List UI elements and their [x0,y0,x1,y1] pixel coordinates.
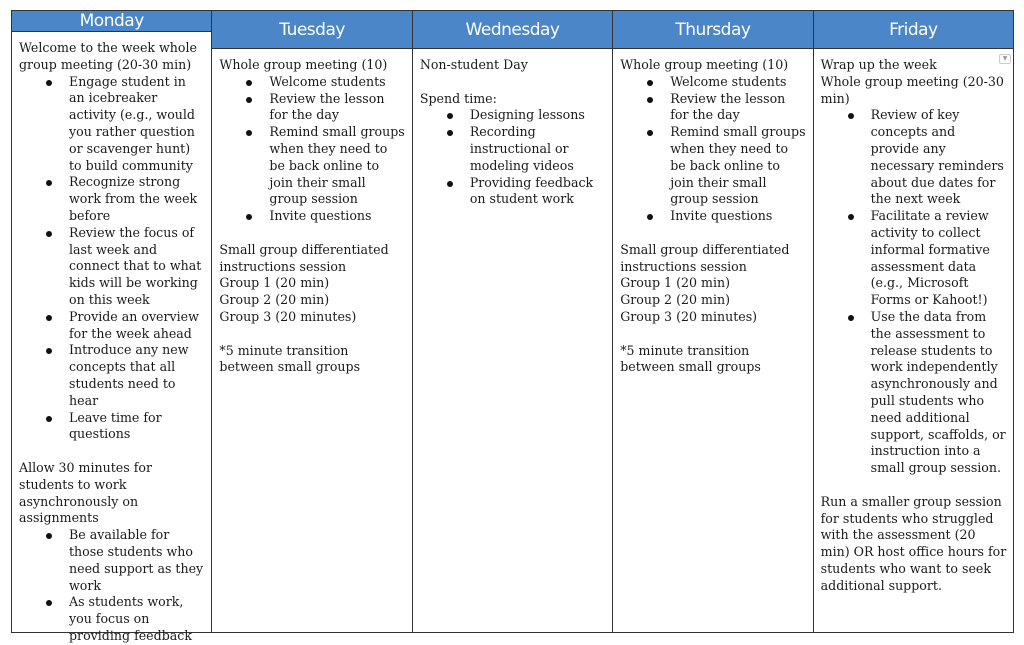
cell-paragraph: Group 2 (20 min) [219,292,330,308]
day-cell[interactable] [12,32,211,645]
bullet-list [19,527,205,645]
cell-paragraph: Small group differentiated instructions session [219,241,389,274]
list-item: Recognize strong work from the week before [69,174,205,224]
chevron-down-icon[interactable]: ▼ [999,54,1011,64]
cell-paragraph: Group 3 (20 minutes) [620,308,758,324]
blank-line [219,225,405,242]
list-item: Review of key concepts and provide any necessary reminders about due dates for the next week [871,107,1007,208]
day-column-monday [12,11,212,643]
day-header: Tuesday [212,11,411,49]
list-item: Designing lessons [470,107,606,124]
cell-paragraph: Welcome to the week whole group meeting (20-30 min) [19,40,197,72]
bullet-list [219,74,405,225]
weekly-schedule-table [11,10,1014,643]
list-item: Invite questions [269,208,405,225]
cell-paragraph: Non-student Day [419,57,528,72]
day-column-friday [814,11,1013,632]
day-header: Thursday [613,11,812,49]
day-header: Friday [814,11,1013,49]
cell-paragraph: Group 2 (20 min) [620,292,731,308]
list-item: Review the lesson for the day [670,91,806,125]
day-cell[interactable] [413,49,612,208]
list-item: Recording instructional or modeling videos [470,124,606,174]
day-cell[interactable] [613,49,812,376]
cell-paragraph: Group 1 (20 min) [219,275,330,291]
list-item: Engage student in an icebreaker activity (e.g., would you rather question or scavenger hunt) to build community [69,74,205,175]
blank-line [420,74,606,91]
blank-line [620,225,806,242]
list-item: Welcome students [269,74,405,91]
cell-paragraph: Whole group meeting (10) [219,57,388,72]
blank-line [19,443,205,460]
cell-paragraph: Allow 30 minutes for students to work asynchronously on assignments [19,459,152,526]
day-column-wednesday [413,11,613,632]
list-item: Welcome students [670,74,806,91]
day-cell[interactable] [212,49,411,376]
cell-paragraph: Small group differentiated instructions session [620,241,790,274]
blank-line [219,326,405,343]
list-item: Introduce any new concepts that all students need to hear [69,342,205,409]
cell-paragraph: Spend time: [419,90,497,106]
blank-line [821,477,1007,494]
cell-paragraph: *5 minute transition between small groups [620,342,761,375]
cell-paragraph: Whole group meeting (20-30 min) [820,73,1004,106]
list-item: Review the focus of last week and connect that to what kids will be working on this week [69,225,205,309]
cell-paragraph: Wrap up the week [820,57,937,72]
list-item: As students work, you focus on providing feedback [69,594,205,644]
day-column-thursday [613,11,813,632]
bullet-list [420,107,606,208]
bullet-list [19,74,205,444]
day-header: Monday [12,11,211,32]
list-item: Remind small groups when they need to be back online to join their small group session [670,124,806,207]
list-item: Providing feedback on student work [470,175,606,209]
cell-paragraph: *5 minute transition between small groups [219,342,361,375]
list-item: Remind small groups when they need to be back online to join their small group session [269,124,405,207]
day-column-tuesday [212,11,412,632]
list-item: Review the lesson for the day [269,91,405,125]
cell-paragraph: Group 3 (20 minutes) [219,308,357,324]
list-item: Facilitate a review activity to collect informal formative assessment data (e.g., Microsoft Forms or Kahoot!) [871,208,1007,309]
list-item: Invite questions [670,208,806,225]
list-item: Use the data from the assessment to release students to work independently asynchronously and pull students who need additional support, scaffolds, or instruction into a small group session. [870,308,1006,476]
list-item: Leave time for questions [69,410,205,444]
blank-line [620,326,806,343]
day-cell[interactable] [814,49,1013,595]
list-item: Be available for those students who need support as they work [69,527,205,594]
bullet-list [620,74,806,225]
day-header: Wednesday [413,11,612,49]
bullet-list [821,107,1007,477]
cell-paragraph: Run a smaller group session for students who struggled with the assessment (20 min) OR host office hours for students who want to seek additional support. [820,493,1007,593]
cell-paragraph: Whole group meeting (10) [620,57,789,72]
list-item: Provide an overview for the week ahead [69,309,205,343]
cell-paragraph: Group 1 (20 min) [620,275,731,291]
